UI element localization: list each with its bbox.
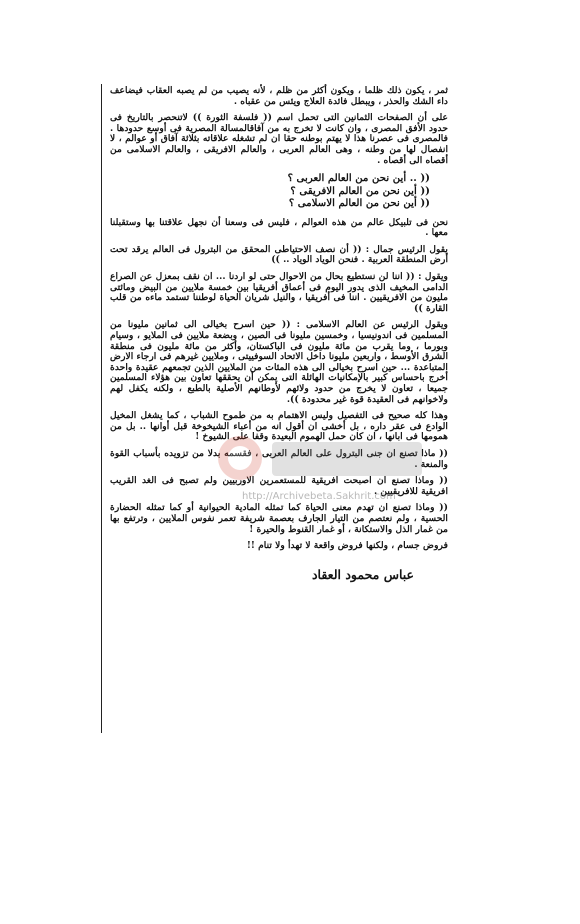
author-signature: عباس محمود العقاد	[311, 566, 414, 582]
question-item: (( .. أين نحن من العالم العربى ؟	[287, 172, 430, 185]
question-list	[110, 172, 448, 210]
question-paragraph: (( وماذا تصنع ان اصبحت افريقية للمستعمرين الاوربيين ولم تصبح فى الغد القريب افريقية للافريقيين .	[110, 475, 448, 497]
question-paragraph: (( ماذا تصنع ان جنى البترول على العالم العربى ، فقسمه بدلا من تزويده بأسباب القوة والمنعة .	[110, 447, 448, 470]
watermark-url: http://Archivebeta.Sakhrit.com	[242, 491, 396, 502]
question-item: (( أين نحن من العالم الاسلامى ؟	[288, 197, 430, 210]
article-column	[110, 86, 448, 580]
paragraph: ثمر ، يكون ذلك ظلما ، ويكون أكثر من ظلم ، لأنه يصيب من لم يصبه العقاب فيضاعف داء الشك والحذر ، ويبطل فائدة العلاج ويئس من عقباه .	[110, 85, 448, 107]
quote-paragraph: ويقول الرئيس عن العالم الاسلامى : (( حين اسرح بخيالى الى ثمانين مليونا من المسلمين فى اندونيسيا ، وخمسين مليونا فى الصين ، وبضعة ملايين فى الملايو ، وسيام وبورما ، وما يقرب من مائة مليون فى الباكستان، وأكثر من مائة مليون فى منطقة الشرق الأوسط ، واربعين مليونا داخل الاتحاد السوفييتى ، وملايين غيرهم فى ارجاء الارض المتباعدة ... حين اسرح بخيالى الى هذه المئات من الملايين الذين تجمعهم عقيدة واحدة أخرج باحساس كبير بالإمكانيات الهائلة التى يمكن أن يحققها تعاون بين هؤلاء المسلمين جميعا ، تعاون لا يخرج من حدود ولائهم لأوطانهم الأصلية بالطبع ، ولكنه يكفل لهم ولاخوانهم فى العقيدة قوة غير محدودة )).	[110, 319, 448, 405]
paragraph: نحن فى تلبيكل عالم من هذه العوالم ، فليس فى وسعنا أن نجهل علاقتنا بها وستقبلنا معها .	[110, 216, 448, 239]
question-item: (( أين نحن من العالم الافريقى ؟	[290, 184, 430, 197]
quote-paragraph: يقول الرئيس جمال : (( أن نصف الاحتياطى المحقق من البترول فى العالم يرقد تحت أرض المنطقة العربية . فنحن الوياد الوياد .. ))	[110, 243, 448, 266]
closing-line: فروض جسام ، ولكنها فروض واقعة لا تهدأ ولا تنام !!	[246, 540, 448, 552]
quote-paragraph: ويقول : (( اننا لن نستطيع بحال من الاحوال حتى لو اردنا ... ان نقف بمعزل عن الصراع الدامى المخيف الذى يدور اليوم فى أعماق أفريقيا بين خمسة ملايين من البيض ومائتى مليون من الافريقيين . اننا فى أفريقيا ، والنيل شريان الحياة لوطننا تستمد ماءه من قلب القارة ))	[110, 271, 448, 314]
paragraph: على أن الصفحات الثمانين التى تحمل اسم (( فلسفة الثورة )) لاتنحصر بالتاريخ فى حدود الأفق المصرى ، وان كانت لا تخرج به من آفاقالمسالة المصرية فى أوسع حدودها . فالمصرى فى عصرنا هذا لا يهتم بوطنه حقا ان لم تشغله علاقاته بثلاثة آفاق أو عوالم ، لا انفصال لها من وطنه ، وهى العالم العربى ، والعالم الافريقى ، والعالم الاسلامى من أقصاه الى أقصاه .	[110, 112, 448, 166]
margin-rule	[101, 84, 102, 733]
paragraph: وهذا كله صحيح فى التفصيل وليس الاهتمام به من طموح الشباب ، كما يشغل المخيل الوادع فى عقر داره ، بل أخشى ان أقول انه من أعباء الشيخوخة قبل أوانها .. بل من همومها فى ابانها ، ان كان حمل الهموم البعيدة وقفا على الشيوخ !	[110, 410, 448, 443]
question-paragraph: (( وماذا تصنع ان تهدم معنى الحياة كما تمثله المادية الحيوانية أو كما تمثله الحضارة الحسية ، ولم نعتصم من التيار الجارف بعصمة شريفة تعمر نفوس الملايين ، وترتفع بها من غمار الذل والاستكانة ، أو غمار القنوط والحيرة !	[110, 502, 448, 535]
